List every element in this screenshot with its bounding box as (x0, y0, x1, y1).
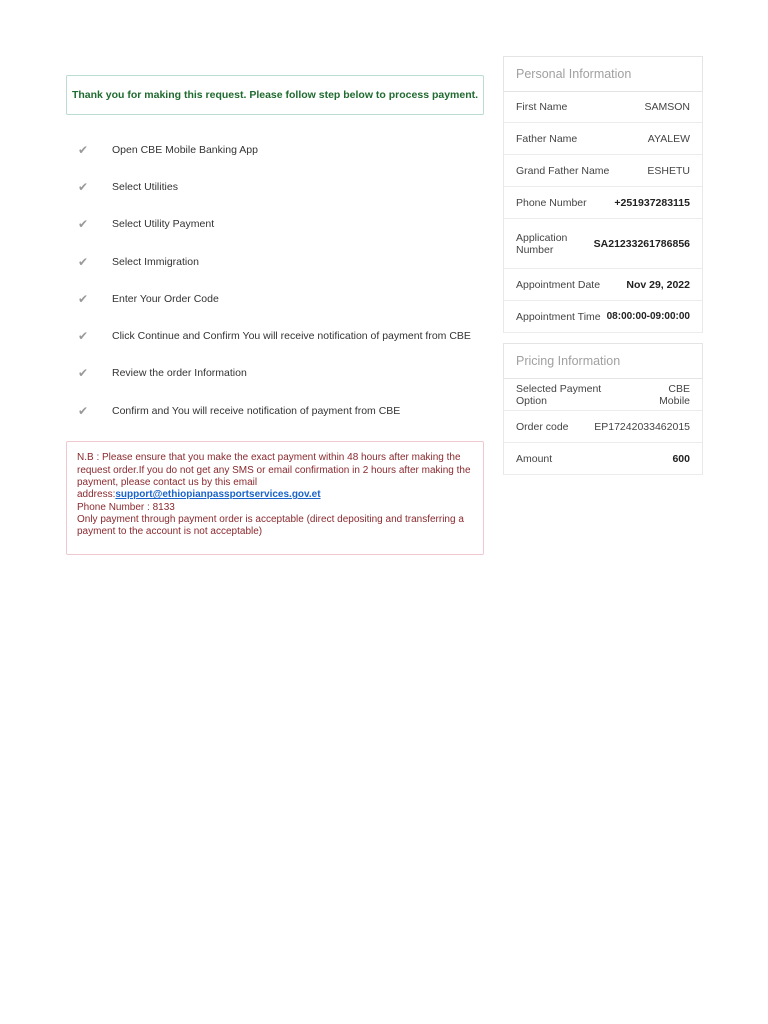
support-email-link[interactable]: support@ethiopianpassportservices.gov.et (115, 489, 321, 501)
summary-panel (503, 56, 703, 475)
check-icon: ✔ (78, 179, 89, 194)
step-text: Click Continue and Confirm You will receive notification of payment from CBE (112, 330, 471, 343)
payment-steps (66, 131, 484, 429)
step-item (66, 317, 484, 354)
row-label: Phone Number (516, 196, 587, 209)
info-row-appointment-date (503, 269, 703, 301)
row-label: Appointment Date (516, 278, 601, 291)
row-value: Nov 29, 2022 (626, 278, 690, 291)
row-label: First Name (516, 101, 568, 113)
info-row-grandfather-name (503, 155, 703, 187)
step-text: Open CBE Mobile Banking App (112, 143, 258, 156)
info-row-first-name (503, 92, 703, 123)
check-icon: ✔ (78, 291, 89, 306)
step-text: Select Utilities (112, 180, 178, 193)
check-icon: ✔ (78, 366, 89, 381)
step-item (66, 243, 484, 280)
check-icon: ✔ (78, 142, 89, 157)
check-icon: ✔ (78, 403, 89, 418)
thank-you-banner: Thank you for making this request. Please follow step below to process payment. (66, 75, 484, 115)
step-item (66, 131, 484, 168)
check-icon: ✔ (78, 329, 89, 344)
step-text: Review the order Information (112, 367, 247, 380)
info-row-father-name (503, 123, 703, 155)
step-text: Confirm and You will receive notification of payment from CBE (112, 404, 401, 417)
row-value: 600 (672, 452, 690, 465)
step-text: Enter Your Order Code (112, 292, 219, 305)
personal-info-title: Personal Information (503, 56, 703, 92)
row-label: Selected Payment Option (516, 382, 602, 407)
step-item (66, 168, 484, 205)
pricing-info-title: Pricing Information (503, 343, 703, 379)
info-row-payment-option (503, 379, 703, 411)
row-value: CBE Mobile (659, 382, 690, 407)
row-label: Application Number (516, 231, 568, 256)
row-label: Grand Father Name (516, 164, 610, 177)
note-text: N.B : Please ensure that you make the exact payment within 48 hours after making the request order.If you do not get any SMS or email confirmation in 2 hours after making the payment, please contact us by this email address: (77, 452, 471, 501)
row-value: +251937283115 (614, 196, 690, 209)
row-value: SAMSON (644, 101, 690, 113)
info-row-order-code (503, 411, 703, 443)
step-text: Select Immigration (112, 255, 199, 268)
info-row-phone-number (503, 187, 703, 219)
info-row-amount (503, 443, 703, 475)
note-payment-rule: Only payment through payment order is acceptable (direct depositing and transferring a payment to the account is not acceptable) (77, 513, 464, 538)
row-value: AYALEW (647, 132, 690, 145)
check-icon: ✔ (78, 217, 89, 232)
step-item (66, 392, 484, 429)
payment-note (66, 441, 484, 555)
row-label: Appointment Time (516, 310, 601, 323)
check-icon: ✔ (78, 254, 89, 269)
step-item (66, 280, 484, 317)
step-item (66, 355, 484, 392)
row-label: Amount (516, 452, 553, 465)
step-item (66, 206, 484, 243)
info-row-application-number (503, 219, 703, 269)
row-value: ESHETU (647, 164, 690, 177)
step-text: Select Utility Payment (112, 218, 215, 231)
note-phone: Phone Number : 8133 (77, 501, 175, 513)
info-row-appointment-time (503, 301, 703, 333)
row-value: SA21233261786856 (593, 237, 690, 250)
payment-instructions (66, 75, 484, 555)
row-value: 08:00:00-09:00:00 (606, 311, 690, 322)
row-label: Father Name (516, 132, 578, 145)
row-label: Order code (516, 420, 569, 433)
row-value: EP17242033462015 (594, 420, 690, 433)
